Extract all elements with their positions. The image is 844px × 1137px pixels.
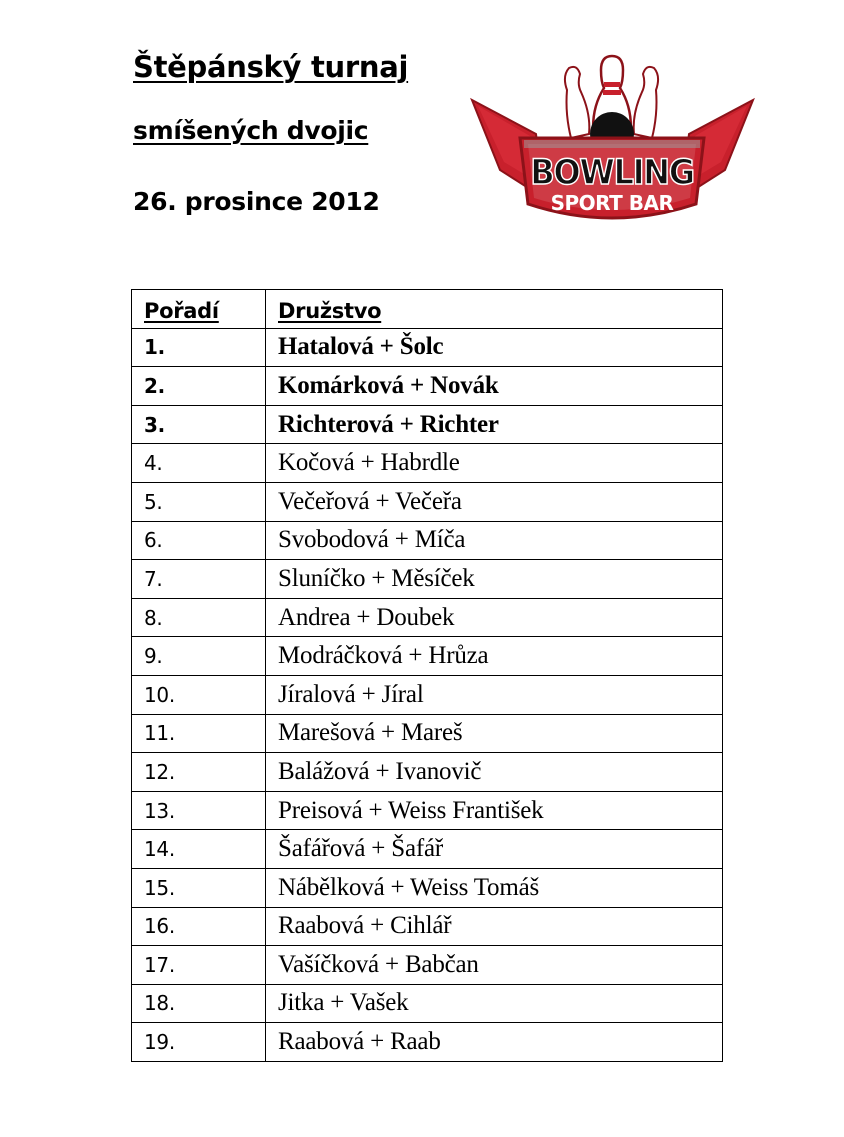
table-row — [132, 830, 723, 869]
table-row — [132, 521, 723, 560]
table-row — [132, 868, 723, 907]
table-row — [132, 907, 723, 946]
table-row — [132, 598, 723, 637]
rank-cell: 1. — [132, 328, 266, 367]
rank-cell: 3. — [132, 405, 266, 444]
team-cell: Hatalová + Šolc — [266, 328, 723, 367]
logo-main-text: BOWLING — [530, 151, 694, 193]
team-cell: Nábělková + Weiss Tomáš — [266, 868, 723, 907]
team-cell: Richterová + Richter — [266, 405, 723, 444]
team-cell: Marešová + Mareš — [266, 714, 723, 753]
table-row — [132, 946, 723, 985]
rank-cell: 11. — [132, 714, 266, 753]
rank-cell: 7. — [132, 560, 266, 599]
rank-cell: 19. — [132, 1023, 266, 1062]
rank-cell: 12. — [132, 753, 266, 792]
table-row — [132, 675, 723, 714]
rank-cell: 17. — [132, 946, 266, 985]
rank-cell: 15. — [132, 868, 266, 907]
column-header-team: Družstvo — [266, 290, 723, 329]
team-cell: Raabová + Cihlář — [266, 907, 723, 946]
event-date: 26. prosince 2012 — [133, 187, 380, 216]
rank-cell: 4. — [132, 444, 266, 483]
table-row — [132, 444, 723, 483]
table-header-row — [132, 290, 723, 329]
table-row — [132, 637, 723, 676]
table-row — [132, 482, 723, 521]
team-cell: Andrea + Doubek — [266, 598, 723, 637]
table-row — [132, 984, 723, 1023]
table-row — [132, 405, 723, 444]
rank-cell: 5. — [132, 482, 266, 521]
table-row — [132, 753, 723, 792]
table-row — [132, 560, 723, 599]
rank-cell: 6. — [132, 521, 266, 560]
table-row — [132, 1023, 723, 1062]
rank-cell: 16. — [132, 907, 266, 946]
team-cell: Komárková + Novák — [266, 367, 723, 406]
team-cell: Modráčková + Hrůza — [266, 637, 723, 676]
team-cell: Preisová + Weiss František — [266, 791, 723, 830]
bowling-sport-bar-logo — [470, 52, 755, 242]
page-subtitle: smíšených dvojic — [133, 116, 369, 145]
team-cell: Šafářová + Šafář — [266, 830, 723, 869]
rank-cell: 2. — [132, 367, 266, 406]
logo-sub-text: SPORT BAR — [550, 191, 674, 215]
rank-cell: 18. — [132, 984, 266, 1023]
table-row — [132, 367, 723, 406]
team-cell: Jíralová + Jíral — [266, 675, 723, 714]
team-cell: Večeřová + Večeřa — [266, 482, 723, 521]
team-cell: Kočová + Habrdle — [266, 444, 723, 483]
page-title: Štěpánský turnaj — [133, 50, 409, 84]
rank-cell: 9. — [132, 637, 266, 676]
rank-cell: 14. — [132, 830, 266, 869]
team-cell: Svobodová + Míča — [266, 521, 723, 560]
team-cell: Balážová + Ivanovič — [266, 753, 723, 792]
rank-cell: 8. — [132, 598, 266, 637]
rank-cell: 13. — [132, 791, 266, 830]
column-header-rank: Pořadí — [132, 290, 266, 329]
rank-cell: 10. — [132, 675, 266, 714]
team-cell: Vašíčková + Babčan — [266, 946, 723, 985]
results-table — [131, 289, 723, 1062]
team-cell: Raabová + Raab — [266, 1023, 723, 1062]
table-row — [132, 791, 723, 830]
team-cell: Jitka + Vašek — [266, 984, 723, 1023]
table-row — [132, 328, 723, 367]
team-cell: Sluníčko + Měsíček — [266, 560, 723, 599]
table-row — [132, 714, 723, 753]
